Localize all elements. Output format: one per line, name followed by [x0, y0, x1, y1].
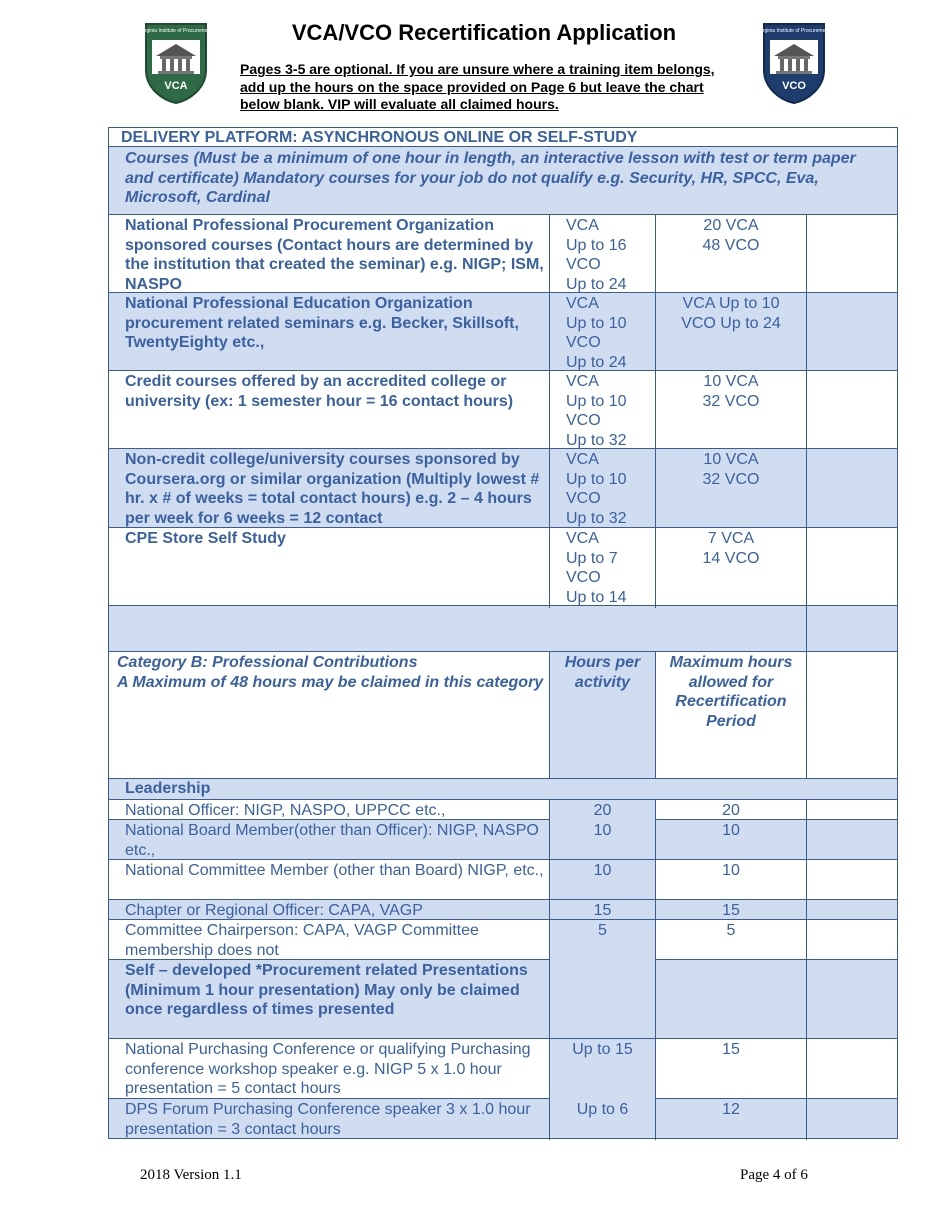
hours-line: Up to 10	[566, 470, 627, 488]
max-line: 48 VCO	[702, 236, 760, 254]
hours-claimed-cell[interactable]	[806, 820, 899, 861]
platform-row-description: Non-credit college/university courses sponsored by Coursera.org or similar organization (Multiply lowest # hr. x # of weeks = total contact hours) e.g. 2 – 4 hours per week for 6 weeks = 12 contact	[125, 451, 540, 527]
contribution-row	[108, 820, 898, 860]
category-b-title-cell	[109, 652, 549, 778]
contribution-description: Chapter or Regional Officer: CAPA, VAGP	[125, 902, 423, 919]
hours-line: Up to 14	[566, 588, 627, 606]
contribution-max	[655, 960, 806, 1038]
platform-rows	[108, 215, 898, 606]
platform-row-max	[655, 293, 806, 373]
hours-line: Up to 32	[566, 431, 627, 449]
platform-row-hours	[549, 528, 655, 608]
hours-line: Up to 7	[566, 549, 618, 567]
contribution-row	[108, 1039, 898, 1099]
hours-line: Up to 24	[566, 353, 627, 371]
contribution-row	[108, 900, 898, 920]
platform-row-hours	[549, 449, 655, 529]
hours-line: VCA	[566, 373, 599, 390]
hours-line: VCO	[566, 490, 601, 507]
max-line: VCA Up to 10	[682, 295, 780, 312]
hours-claimed-cell[interactable]	[806, 606, 899, 651]
hours-line: Up to 32	[566, 509, 627, 527]
contribution-max: 10	[655, 820, 806, 861]
version-label: 2018 Version 1.1	[140, 1167, 242, 1183]
platform-row-description: National Professional Procurement Organization sponsored courses (Contact hours are determined by the institution that created the seminar) e.g. NIGP; ISM, NASPO	[125, 217, 544, 293]
max-line: 10 VCA	[703, 451, 759, 468]
contribution-row	[108, 800, 898, 820]
contribution-hours: 15	[549, 900, 655, 922]
max-line: 7 VCA	[707, 530, 755, 547]
hours-line: VCO	[566, 334, 601, 351]
contribution-description: National Purchasing Conference or qualifying Purchasing conference workshop speaker e.g. NIGP 5 x 1.0 hour presentation = 5 contact hours	[125, 1041, 531, 1097]
hours-line: Up to 16	[566, 236, 627, 254]
contribution-max: 20	[655, 800, 806, 822]
hours-claimed-cell[interactable]	[806, 1099, 899, 1140]
contribution-hours: Up to 15	[549, 1039, 655, 1100]
category-b-title: Category B: Professional Contributions	[117, 654, 418, 671]
platform-row	[108, 293, 898, 371]
logo-org-text: Virginia Institute of Procurement	[762, 28, 826, 34]
max-line: 20 VCA	[703, 217, 759, 234]
platform-row-hours	[549, 215, 655, 295]
platform-row-description: CPE Store Self Study	[125, 530, 286, 547]
logo-badge-text: VCA	[164, 80, 188, 92]
category-b-rows	[108, 800, 898, 1139]
contribution-description: National Committee Member (other than Board) NIGP, etc.,	[125, 862, 544, 879]
hours-claimed-cell[interactable]	[806, 1039, 899, 1100]
contribution-hours: 10	[549, 860, 655, 899]
hours-claimed-cell[interactable]	[806, 371, 899, 451]
platform-row	[108, 528, 898, 606]
platform-row-max	[655, 449, 806, 529]
max-line: VCO Up to 24	[681, 314, 781, 332]
vip-vca-logo	[144, 22, 208, 104]
hours-claimed-cell[interactable]	[806, 449, 899, 529]
contribution-description: Self – developed *Procurement related Presentations (Minimum 1 hour presentation) May only be claimed once regardless of times presented	[125, 962, 528, 1018]
contribution-hours	[549, 960, 655, 1038]
hours-line: VCO	[566, 256, 601, 273]
hours-line: Up to 24	[566, 275, 627, 293]
page-title: VCA/VCO Recertification Application	[291, 20, 677, 45]
hours-claimed-cell[interactable]	[806, 960, 899, 1038]
hours-line: VCO	[566, 412, 601, 429]
hours-claimed-cell[interactable]	[806, 900, 899, 922]
max-hours-header: Maximum hours allowed for Recertification Period	[655, 652, 806, 778]
hours-claimed-cell[interactable]	[806, 215, 899, 295]
contribution-max: 15	[655, 1039, 806, 1100]
hours-claimed-cell[interactable]	[806, 800, 899, 822]
contribution-description: DPS Forum Purchasing Conference speaker 3 x 1.0 hour presentation = 3 contact hours	[125, 1101, 531, 1138]
platform-row-hours	[549, 371, 655, 451]
contribution-max: 12	[655, 1099, 806, 1140]
contribution-hours: 20	[549, 800, 655, 822]
hours-claimed-cell[interactable]	[806, 293, 899, 373]
page-number: Page 4 of 6	[740, 1167, 808, 1183]
recertification-table	[108, 127, 898, 1139]
platform-row	[108, 215, 898, 293]
platform-row-max	[655, 215, 806, 295]
contribution-row	[108, 960, 898, 1039]
hours-line: VCA	[566, 530, 599, 547]
max-line: 32 VCO	[702, 392, 760, 410]
contribution-description: Committee Chairperson: CAPA, VAGP Committee membership does not	[125, 922, 479, 959]
logo-org-text: Virginia Institute of Procurement	[144, 28, 208, 34]
vip-vco-logo	[762, 22, 826, 104]
max-line: 32 VCO	[702, 470, 760, 488]
contribution-description: National Board Member(other than Officer): NIGP, NASPO etc.,	[125, 822, 539, 859]
contribution-hours: 5	[549, 920, 655, 961]
contribution-description: National Officer: NIGP, NASPO, UPPCC etc.,	[125, 802, 446, 819]
platform-row-description: Credit courses offered by an accredited college or university (ex: 1 semester hour = 16 contact hours)	[125, 373, 514, 410]
contribution-max: 15	[655, 900, 806, 922]
hours-claimed-cell[interactable]	[806, 920, 899, 961]
courses-note: Courses (Must be a minimum of one hour in length, an interactive lesson with test or term paper and certificate) Mandatory courses for your job do not qualify e.g. Security, HR, SPCC, Eva, Microsoft, Cardinal	[108, 147, 898, 215]
max-line: 14 VCO	[702, 549, 760, 567]
platform-row-description: National Professional Education Organization procurement related seminars e.g. Becker, Skillsoft, TwentyEighty etc.,	[125, 295, 519, 351]
contribution-row	[108, 860, 898, 900]
contribution-max: 5	[655, 920, 806, 961]
category-b-subtitle: A Maximum of 48 hours may be claimed in this category	[117, 673, 544, 691]
delivery-platform-heading: DELIVERY PLATFORM: ASYNCHRONOUS ONLINE OR SELF-STUDY	[108, 127, 898, 147]
spacer-row	[108, 606, 898, 652]
platform-row-hours	[549, 293, 655, 373]
hours-line: VCA	[566, 217, 599, 234]
hours-line: VCA	[566, 295, 599, 312]
max-line: 10 VCA	[703, 373, 759, 390]
shield-icon	[144, 22, 208, 104]
hours-claimed-cell[interactable]	[806, 860, 899, 899]
hours-claimed-cell[interactable]	[806, 528, 899, 608]
platform-row-max	[655, 528, 806, 608]
hours-line: VCO	[566, 569, 601, 586]
leadership-heading: Leadership	[108, 779, 898, 800]
hours-line: Up to 10	[566, 392, 627, 410]
platform-row	[108, 449, 898, 528]
contribution-row	[108, 920, 898, 960]
contribution-max: 10	[655, 860, 806, 899]
platform-row	[108, 371, 898, 449]
contribution-row	[108, 1099, 898, 1139]
logo-badge-text: VCO	[782, 80, 806, 92]
hours-line: VCA	[566, 451, 599, 468]
platform-row-max	[655, 371, 806, 451]
contribution-hours: Up to 6	[549, 1099, 655, 1140]
optional-pages-notice: Pages 3-5 are optional. If you are unsure where a training item belongs, add up the hours on the space provided on Page 6 but leave the chart below blank. VIP will evaluate all claimed hours.	[240, 61, 715, 112]
hours-line: Up to 10	[566, 314, 627, 332]
contribution-hours: 10	[549, 820, 655, 861]
category-b-header-row	[108, 652, 898, 779]
hours-per-activity-header: Hours per activity	[549, 652, 655, 778]
shield-icon	[762, 22, 826, 104]
